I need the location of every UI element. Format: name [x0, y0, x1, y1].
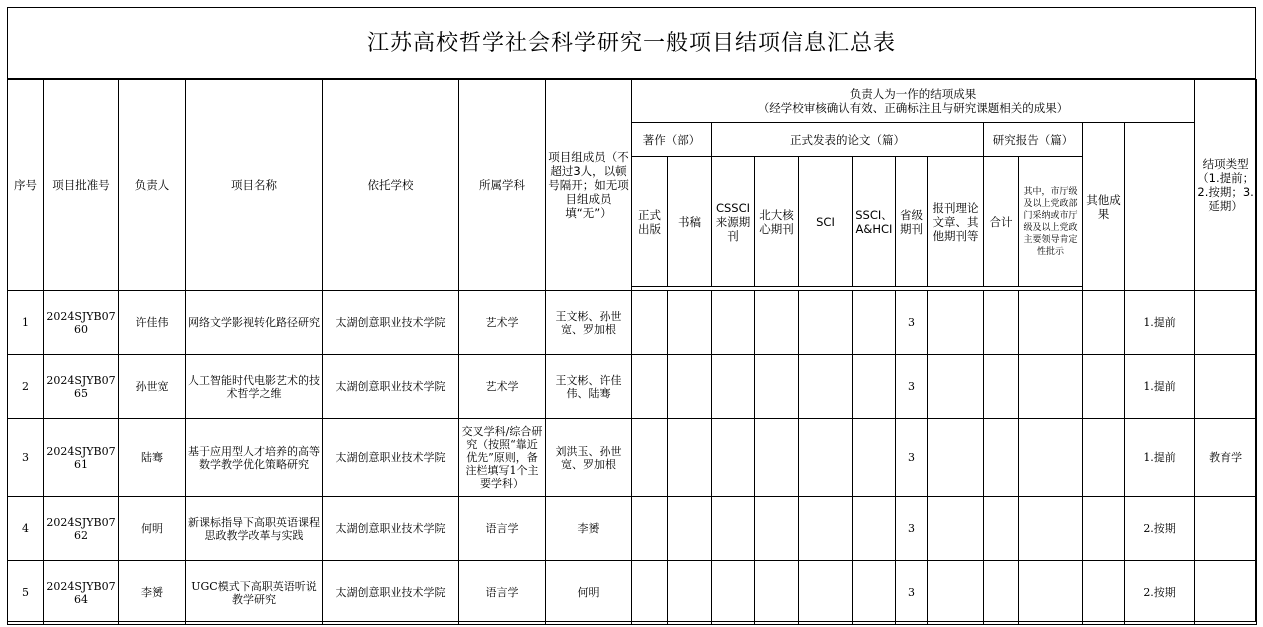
cell-cssci: [712, 355, 755, 419]
sheet-title: 江苏高校哲学社会科学研究一般项目结项信息汇总表: [8, 8, 1255, 79]
cell-total: [984, 355, 1019, 419]
cell-other-results: [1083, 355, 1125, 419]
cell-formal-pub: [632, 291, 668, 355]
cell-gov-approved: [1019, 419, 1083, 497]
header-manuscript: 书稿: [668, 157, 712, 287]
table-row: [8, 497, 1257, 561]
cell-provincial: 3: [896, 561, 928, 625]
header-sci: SCI: [799, 157, 853, 287]
cell-sci: [799, 355, 853, 419]
cell-school: 太湖创意职业技术学院: [323, 561, 459, 625]
cell-formal-pub: [632, 355, 668, 419]
header-project-name: 项目名称: [186, 80, 323, 291]
cell-gov-approved: [1019, 561, 1083, 625]
cell-ssci: [853, 561, 896, 625]
cell-discipline: 语言学: [459, 561, 546, 625]
cell-completion-type: 2.按期: [1125, 561, 1195, 625]
cell-school: 太湖创意职业技术学院: [323, 497, 459, 561]
cell-total: [984, 561, 1019, 625]
cell-sci: [799, 291, 853, 355]
cell-project-name: 人工智能时代电影艺术的技术哲学之维: [186, 355, 323, 419]
cell-project-name: 网络文学影视转化路径研究: [186, 291, 323, 355]
cell-provincial: 3: [896, 291, 928, 355]
cell-cssci: [712, 291, 755, 355]
cell-ssci: [853, 419, 896, 497]
cell-project-name: 新课标指导下高职英语课程思政教学改革与实践: [186, 497, 323, 561]
cell-remarks: [1195, 291, 1257, 355]
table-row: [8, 355, 1257, 419]
cell-manuscript: [668, 419, 712, 497]
header-completion-type: 结项类型（1.提前；2.按期；3.延期）: [1195, 80, 1257, 291]
cell-sci: [799, 561, 853, 625]
cell-leader: 许佳伟: [119, 291, 186, 355]
cell-school: 太湖创意职业技术学院: [323, 291, 459, 355]
header-discipline: 所属学科: [459, 80, 546, 291]
cell-formal-pub: [632, 497, 668, 561]
header-reports-group: 研究报告（篇）: [984, 123, 1083, 157]
cell-approval-no: 2024SJYB0765: [44, 355, 119, 419]
cell-gov-approved: [1019, 497, 1083, 561]
header-results-group: [632, 80, 1195, 123]
cell-members: 李赟: [546, 497, 632, 561]
cell-formal-pub: [632, 561, 668, 625]
header-seq: 序号: [8, 80, 44, 291]
header-formal-pub: 正式出版: [632, 157, 668, 287]
cell-remarks: [1195, 355, 1257, 419]
cell-provincial: 3: [896, 419, 928, 497]
cell-manuscript: [668, 497, 712, 561]
cell-discipline: 交叉学科/综合研究（按照“靠近优先”原则，备注栏填写1个主要学科）: [459, 419, 546, 497]
cell-pku-core: [755, 291, 799, 355]
table-row: [8, 291, 1257, 355]
header-row-1: [8, 80, 1257, 123]
cell-leader: 何明: [119, 497, 186, 561]
cell-cssci: [712, 419, 755, 497]
cell-seq: 2: [8, 355, 44, 419]
cell-discipline: 语言学: [459, 497, 546, 561]
cell-gov-approved: [1019, 291, 1083, 355]
cell-ssci: [853, 291, 896, 355]
header-members: 项目组成员（不超过3人，以顿号隔开；如无项目组成员填“无”）: [546, 80, 632, 291]
table-body: [8, 291, 1257, 625]
cell-discipline: 艺术学: [459, 355, 546, 419]
cell-seq: 1: [8, 291, 44, 355]
cell-total: [984, 497, 1019, 561]
cell-newspaper: [928, 291, 984, 355]
cell-pku-core: [755, 561, 799, 625]
cell-members: 王文彬、孙世宽、罗加根: [546, 291, 632, 355]
header-provincial: 省级期刊: [896, 157, 928, 287]
header-leader: 负责人: [119, 80, 186, 291]
cell-ssci: [853, 497, 896, 561]
cell-school: 太湖创意职业技术学院: [323, 419, 459, 497]
cell-newspaper: [928, 561, 984, 625]
cell-other-results: [1083, 497, 1125, 561]
summary-sheet: [7, 7, 1256, 622]
cell-approval-no: 2024SJYB0760: [44, 291, 119, 355]
results-group-line2: （经学校审核确认有效、正确标注且与研究课题相关的成果）: [757, 101, 1069, 115]
cell-leader: 陆骞: [119, 419, 186, 497]
table-row: [8, 561, 1257, 625]
cell-remarks: 教育学: [1195, 419, 1257, 497]
cell-completion-type: 1.提前: [1125, 291, 1195, 355]
cell-members: 王文彬、许佳伟、陆骞: [546, 355, 632, 419]
summary-table: [7, 79, 1257, 625]
header-other-results: 其他成果: [1083, 123, 1125, 291]
cell-pku-core: [755, 497, 799, 561]
cell-remarks: [1195, 561, 1257, 625]
cell-project-name: UGC模式下高职英语听说教学研究: [186, 561, 323, 625]
cell-gov-approved: [1019, 355, 1083, 419]
cell-seq: 5: [8, 561, 44, 625]
cell-pku-core: [755, 419, 799, 497]
header-cssci: CSSCI来源期刊: [712, 157, 755, 287]
cell-other-results: [1083, 419, 1125, 497]
cell-manuscript: [668, 355, 712, 419]
cell-seq: 3: [8, 419, 44, 497]
cell-seq: 4: [8, 497, 44, 561]
cell-sci: [799, 419, 853, 497]
cell-pku-core: [755, 355, 799, 419]
table-row: [8, 419, 1257, 497]
cell-approval-no: 2024SJYB0762: [44, 497, 119, 561]
cell-leader: 孙世宽: [119, 355, 186, 419]
cell-newspaper: [928, 355, 984, 419]
cell-approval-no: 2024SJYB0764: [44, 561, 119, 625]
cell-completion-type: 1.提前: [1125, 419, 1195, 497]
cell-sci: [799, 497, 853, 561]
header-newspaper: 报刊理论文章、其他期刊等: [928, 157, 984, 287]
cell-newspaper: [928, 419, 984, 497]
cell-leader: 李赟: [119, 561, 186, 625]
cell-manuscript: [668, 561, 712, 625]
cell-manuscript: [668, 291, 712, 355]
cell-provincial: 3: [896, 355, 928, 419]
cell-total: [984, 291, 1019, 355]
cell-members: 何明: [546, 561, 632, 625]
header-approval-no: 项目批准号: [44, 80, 119, 291]
cell-school: 太湖创意职业技术学院: [323, 355, 459, 419]
cell-completion-type: 1.提前: [1125, 355, 1195, 419]
header-pku-core: 北大核心期刊: [755, 157, 799, 287]
header-school: 依托学校: [323, 80, 459, 291]
cell-cssci: [712, 497, 755, 561]
cell-other-results: [1083, 291, 1125, 355]
header-papers-group: 正式发表的论文（篇）: [712, 123, 984, 157]
cell-total: [984, 419, 1019, 497]
cell-cssci: [712, 561, 755, 625]
cell-other-results: [1083, 561, 1125, 625]
cell-formal-pub: [632, 419, 668, 497]
cell-members: 刘洪玉、孙世宽、罗加根: [546, 419, 632, 497]
cell-provincial: 3: [896, 497, 928, 561]
cell-discipline: 艺术学: [459, 291, 546, 355]
cell-ssci: [853, 355, 896, 419]
results-group-line1: 负责人为一作的结项成果: [849, 87, 977, 101]
header-ssci: SSCI、A&HCI: [853, 157, 896, 287]
cell-project-name: 基于应用型人才培养的高等数学教学优化策略研究: [186, 419, 323, 497]
cell-completion-type: 2.按期: [1125, 497, 1195, 561]
header-works-group: 著作（部）: [632, 123, 712, 157]
header-gov-approved: 其中，市厅级及以上党政部门采纳或市厅级及以上党政主要领导肯定性批示: [1019, 157, 1083, 287]
cell-remarks: [1195, 497, 1257, 561]
cell-approval-no: 2024SJYB0761: [44, 419, 119, 497]
header-total: 合计: [984, 157, 1019, 287]
cell-newspaper: [928, 497, 984, 561]
